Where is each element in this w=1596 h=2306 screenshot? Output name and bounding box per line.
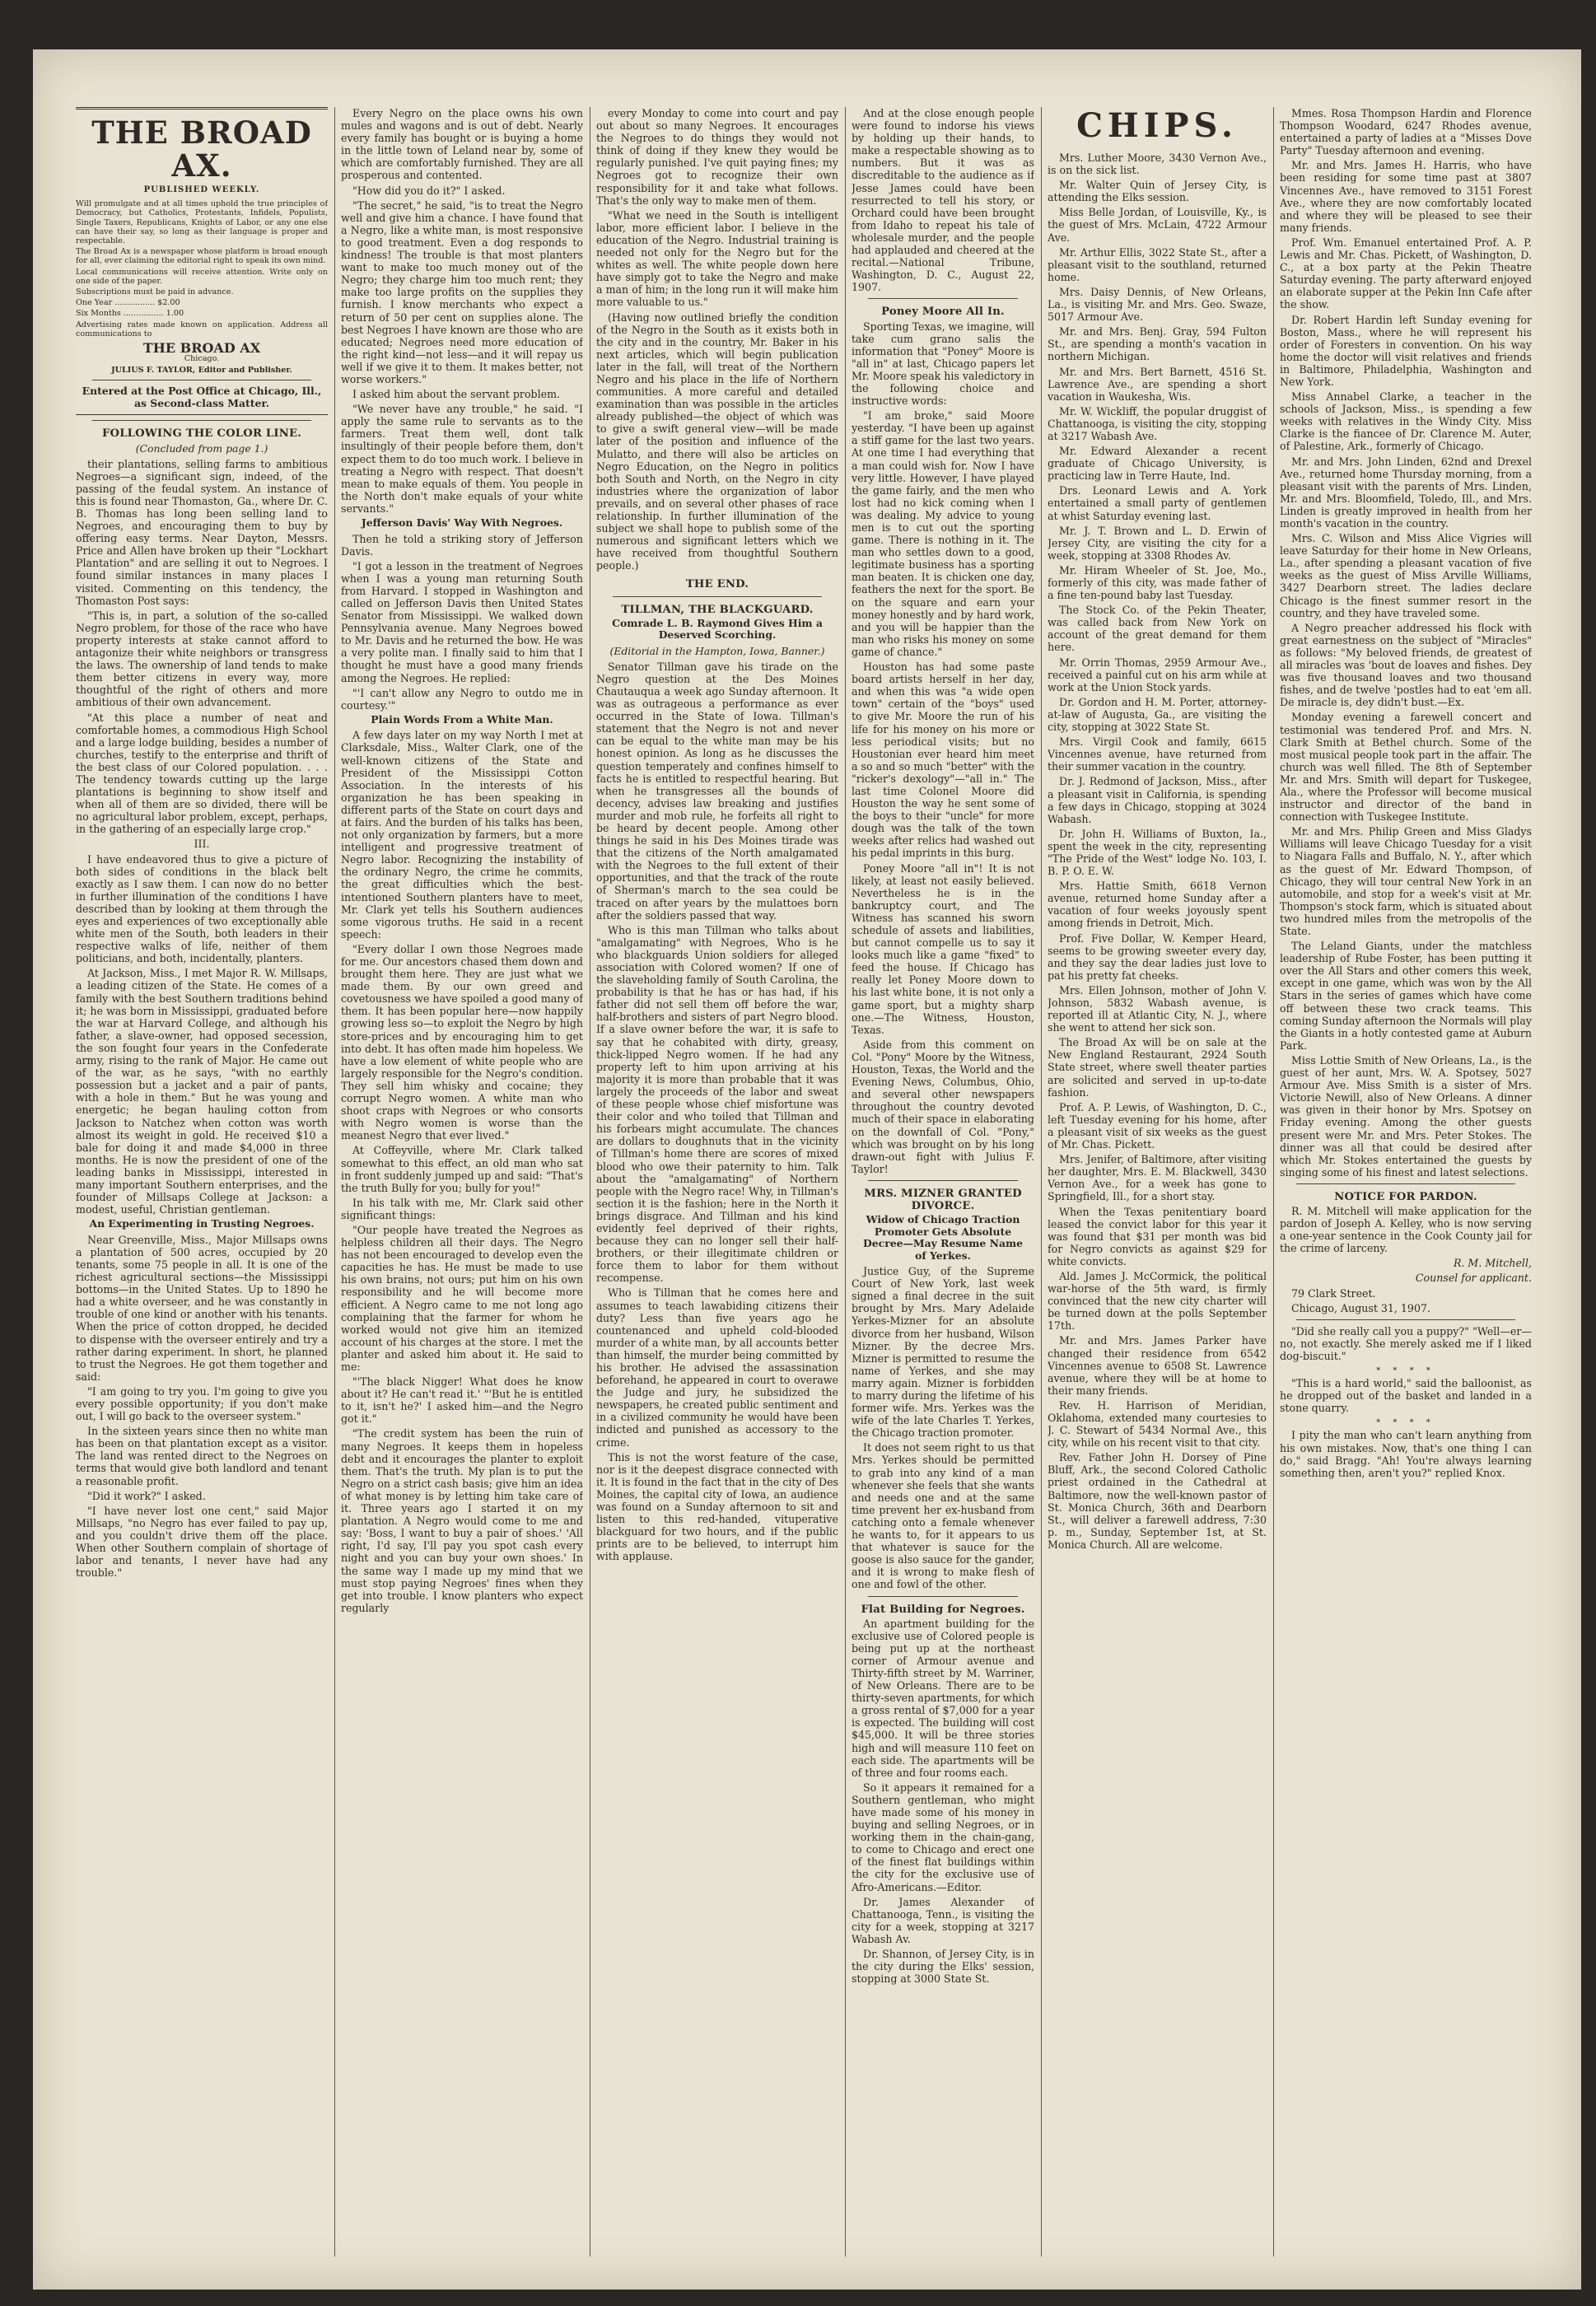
- headline-flat-building: Flat Building for Negroes.: [861, 1603, 1025, 1616]
- article-paragraph: "I have never lost one cent," said Major Millsaps, "no Negro has ever failed to pay up, and you couldn't drive them off the place. When other Southern complain of shortage of labor and tenants, I never have had any trouble.": [76, 1504, 328, 1580]
- news-item: Mr. Edward Alexander a recent graduate of Chicago University, is practicing law in Terre Haute, Ind.: [1048, 445, 1267, 483]
- article-paragraph: "Did it work?" I asked.: [87, 1489, 206, 1502]
- news-item: Rev. Father John H. Dorsey of Pine Bluff, Ark., the second Colored Catholic priest ordained in the Cathedral at Baltimore, now the well-known pastor of St. Monica Church, 36th and Dearborn St., will deliver a farewell address, 7:30 p. m., Sunday, September 1st, at St. Monica Church. All are welcome.: [1048, 1451, 1267, 1551]
- news-item: Prof. Five Dollar, W. Kemper Heard, seems to be growing sweeter every day, and they say the dear ladies just love to pat his pretty fat cheeks.: [1048, 931, 1267, 982]
- notice-date: Chicago, August 31, 1907.: [1291, 1301, 1430, 1314]
- joke-paragraph: "This is a hard world," said the balloonist, as he dropped out of the basket and landed in a stone quarry.: [1280, 1377, 1532, 1415]
- article-paragraph: I asked him about the servant problem.: [352, 388, 561, 401]
- column-rule: [1041, 107, 1042, 2257]
- entered-line: Entered at the Post Office at Chicago, Ill., as Second-class Matter.: [82, 385, 322, 409]
- news-item: Mr. Hiram Wheeler of St. Joe, Mo., formerly of this city, was made father of a fine ten-pound baby last Tuesday.: [1048, 563, 1267, 602]
- article-paragraph: "'The black Nigger! What does he know about it? He can't read it.' "'But he is entitled to it, isn't he?' I asked him—and the Negro got it.": [341, 1375, 583, 1426]
- article-paragraph: This is not the worst feature of the case, nor is it the deepest disgrace connected with it. It is found in the fact that in the city of Des Moines, the capital city of Iowa, an audience was found on a Sunday afternoon to sit and listen to this red-handed, vituperative blackguard for two hours, and if the public prints are to be believed, to interrupt him with applause.: [596, 1450, 838, 1563]
- news-item: Mr. and Mrs. John Linden, 62nd and Drexel Ave., returned home Thursday morning, from a pleasant visit with the parents of Mrs. Linden, Mr. and Mrs. Bloomfield, Toledo, Ill., and Mrs. Linden is greatly improved in health from her month's vacation in the country.: [1280, 455, 1532, 530]
- article-paragraph: At Coffeyville, where Mr. Clark talked somewhat to this effect, an old man who sat in front suddenly jumped up and said: "That's the truth Bully for you; bully for you!": [341, 1144, 583, 1194]
- news-item: When the Texas penitentiary board leased the convict labor for this year it was found that $31 per month was bid for Negro convicts as against $29 for white convicts.: [1048, 1205, 1267, 1267]
- column-1: [76, 107, 328, 2265]
- notice-address: 79 Clark Street.: [1291, 1286, 1376, 1300]
- article-paragraph: In his talk with me, Mr. Clark said other significant things:: [341, 1196, 583, 1221]
- article-paragraph: Who is this man Tillman who talks about "amalgamating" with Negroes, Who is he who blackguards Union soldiers for alleged association with Colored women? If one of the slaveholding family of South Carolina, the probability is that he has or has had, if his father did not sell them off before the war, half-brothers and sisters of part Negro blood. If a slave owner before the war, it is safe to say that he cohabited with dirty, greasy, thick-lipped Negro women. If he had any property left to him upon arriving at his majority it is more than probable that it was largely the proceeds of the labor and sweat of these people whose chief misfortune was their color and who toiled that Tillman and his forbears might accumulate. The chances are dollars to doughnuts that in the vicinity of Tillman's home there are scores of mixed blood who owe their paternity to him. Talk about the "amalgamating" of Northern people with the Negro race! Why, in Tillman's section it is the fashion; here in the North it brings disgrace. And Tillman and his kind evidently feel deprived of their rights, because they can no longer sell their half-brothers, or their illegitimate children or force them to labor for them without recompense.: [596, 923, 838, 1285]
- article-paragraph: "We never have any trouble," he said. "I apply the same rule to servants as to the farmers. Treat them well, dont talk insultingly of their people before them, don't expect them to do too much work. I believe in treating a Negro with respect. That doesn't mean to make equals of them. You people in the North don't make equals of your white servants.": [341, 403, 583, 515]
- news-item: Miss Annabel Clarke, a teacher in the schools of Jackson, Miss., is spending a few weeks with relatives in the Windy City. Miss Clarke is the fiancee of Dr. Clarence M. Auter, of Palestine, Ark., formerly of Chicago.: [1280, 390, 1532, 453]
- news-item: Mrs. Virgil Cook and family, 6615 Vincennes avenue, have returned from their summer vacation in the country.: [1048, 735, 1267, 773]
- column-5: [1048, 107, 1267, 2265]
- article-paragraph: An apartment building for the exclusive use of Colored people is being put up at the northeast corner of Armour avenue and Thirty-fifth street by M. Warriner, of New Orleans. There are to be thirty-seven apartments, for which a gross rental of $7,000 for a year is expected. The building will cost $45,000. It will be three stories high and will measure 110 feet on each side. The apartments will be of three and four rooms each.: [852, 1617, 1034, 1779]
- concluded-note: (Concluded from page 1.): [135, 441, 268, 455]
- article-paragraph: every Monday to come into court and pay out about so many Negroes. It encourages the Negroes to do things they would not think of doing if they knew they would be regularly punished. I've quit paying fines; my Negroes got to recognize their own responsibility for it and take what follows. That's the only way to make men of them.: [596, 107, 838, 207]
- the-end-marker: THE END.: [685, 578, 749, 591]
- article-paragraph: Near Greenville, Miss., Major Millsaps owns a plantation of 500 acres, occupied by 20 tenants, some 75 people in all. It is one of the richest agricultural sections—the Mississippi bottoms—in the United States. Up to 1890 he had a white overseer, and he was constantly in trouble of one kind or another with his tenants. When the price of cotton dropped, he decided to dispense with the overseer entirely and try a rather daring experiment. In short, he planned to trust the Negroes. He got them together and said:: [76, 1233, 328, 1383]
- news-item: Mrs. C. Wilson and Miss Alice Vigries will leave Saturday for their home in New Orleans, La., after spending a pleasant vacation of five weeks as the guest of Miss Arville Williams, 3427 Dearborn street. The ladies declare Chicago is the finest summer resort in the country, and they have traveled some.: [1280, 532, 1532, 619]
- headline-tillman: TILLMAN, THE BLACKGUARD.: [621, 603, 814, 616]
- article-paragraph: "I am broke," said Moore yesterday. "I have been up against a stiff game for the last two years. At one time I had everything that a man could wish for. Now I have very little. However, I have played the game fairly, and the men who lost had no kick coming when I was dealing. My advice to young men is to cut out the sporting game. There is nothing in it. The man who settles down to a good, legitimate business has a sporting man beaten. It is chicken one day, feathers the next for the sport. Be on the square and earn your money honestly and by hard work, and you will be happier than the man who risks his money on some game of chance.": [852, 409, 1034, 658]
- news-item: Mrs. Luther Moore, 3430 Vernon Ave., is on the sick list.: [1048, 152, 1267, 177]
- news-item: Mr. Arthur Ellis, 3022 State St., after a pleasant visit to the southland, returned home.: [1048, 245, 1267, 283]
- article-paragraph: Every Negro on the place owns his own mules and wagons and is out of debt. Nearly every family has bought or is buying a home in the little town of Leland near by, some of which are comfortably furnished. They are all prosperous and contented.: [341, 107, 583, 182]
- news-item: The Stock Co. of the Pekin Theater, was called back from New York on account of the great demand for them here.: [1048, 604, 1267, 654]
- article-paragraph: A few days later on my way North I met at Clarksdale, Miss., Walter Clark, one of the well-known citizens of the State and President of the Mississippi Cotton Association. In the interests of his organization he has been speaking in different parts of the State on court days and at fairs. And the burden of his talks has been, not only organization by farmers, but a more intelligent and progressive treatment of Negro labor. Recognizing the instability of the ordinary Negro, the crime he commits, the great difficulties which the best-intentioned Southern planters have to meet, Mr. Clark yet tells his Southern audiences some vigorous truths. He said in a recent speech:: [341, 729, 583, 941]
- news-item: Rev. H. Harrison of Meridian, Oklahoma, extended many courtesies to J. C. Stewart of 5434 Normal Ave., this city, while on his recent visit to that city.: [1048, 1398, 1267, 1449]
- masthead-title: THE BROAD AX.: [91, 114, 312, 184]
- subhead-raymond: Comrade L. B. Raymond Gives Him a Deserved Scorching.: [612, 616, 823, 642]
- article-paragraph: "Our people have treated the Negroes as helpless children all their days. The Negro has not been encouraged to develop even the capacities he has. He must be made to use his own brains, not ours; put him on his own responsibility and he will become more efficient. A Negro came to me not long ago complaining that the farmer for whom he worked would not give him an itemized account of his charges at the store. I met the planter and asked him about it. He said to me:: [341, 1223, 583, 1373]
- stars-divider: * * * *: [1376, 1418, 1435, 1428]
- subhead-mizner: Widow of Chicago Traction Promoter Gets Absolute Decree—May Resume Name of Yerkes.: [863, 1213, 1023, 1262]
- article-paragraph: (Having now outlined briefly the condition of the Negro in the South as it exists both in the city and in the country, Mr. Baker in his next articles, which will begin publication later in the fall, will treat of the Northern Negro and his place in the life of Northern communities. A more careful and detailed examination than was possible in the articles already published—the object of which was to give a swift general view—will be made later of the position and influence of the Mulatto, and there will also be articles on Negro Education, on the Negro in politics both South and North, on the Negro in city industries where the organization of labor prevails, and on several other phases of race relationship. In further illumination of the subject we shall hope to publish some of the numerous and significant letters which we have received from thoughtful Southern people.): [596, 310, 838, 572]
- news-item: Mr. and Mrs. James Parker have changed their residence from 6542 Vincennes avenue to 6508 St. Lawrence avenue, where they will be at home to their many friends.: [1048, 1334, 1267, 1397]
- article-paragraph: Who is Tillman that he comes here and assumes to teach lawabiding citizens their duty? Less than five years ago he countenanced and upheld cold-blooded murder of a white man, by all accounts better than himself, the murder being committed by his brother. He advised the assassination beforehand, he appeared in court to overawe the Judge and jury, he subsidized the newspapers, he created public sentiment and in a civilized community he would have been indicted and punished as accessory to the crime.: [596, 1286, 838, 1449]
- notice-signature-title: Counsel for applicant.: [1415, 1272, 1532, 1285]
- local-text: Local communications will receive attention. Write only on one side of the paper.: [76, 267, 328, 286]
- mission-text: The Broad Ax is a newspaper whose platform is broad enough for all, ever claiming the editorial right to speak its own mind.: [76, 247, 328, 266]
- article-paragraph: Dr. Shannon, of Jersey City, is in the city during the Elks' session, stopping at 3000 State St.: [852, 1948, 1034, 1986]
- article-paragraph: I have endeavored thus to give a picture of both sides of conditions in the black belt exactly as I saw them. I can now do no better in further illumination of the conditions I have described than by looking at them through the eyes and experiences of two exceptionally able white men of the South, both leaders in their respective walks of life, neither of them politicians, and both, incidentally, planters.: [76, 852, 328, 965]
- joke-paragraph: I pity the man who can't learn anything from his own mistakes. Now, that's one thing I can do," said Bragg. "Ah! You're always learning something then, aren't you?" replied Knox.: [1280, 1429, 1532, 1479]
- news-item: A Negro preacher addressed his flock with great earnestness on the subject of "Miracles" as follows: "My beloved friends, de greatest of all miracles was 'bout de loaves and fishes. Dey was five thousand loaves and two thousand fishes, and de twelve 'postles had to eat 'em all. De miracle is, dey didn't bust.—Ex.: [1280, 621, 1532, 709]
- news-item: Mrs. Ellen Johnson, mother of John V. Johnson, 5832 Wabash avenue, is reported ill at Atlantic City, N. J., where she went to attend her sick son.: [1048, 983, 1267, 1034]
- news-item: Mr. Walter Quin of Jersey City, is attending the Elks session.: [1048, 179, 1267, 204]
- news-item: Mrs. Jenifer, of Baltimore, after visiting her daughter, Mrs. E. M. Blackwell, 3430 Vernon Ave., for a week has gone to Springfield, Ill., for a short stay.: [1048, 1153, 1267, 1203]
- policy-text: Will promulgate and at all times uphold the true principles of Democracy, but Catholics, Protestants, Infidels, Populists, Single Taxers, Republicans, Knights of Labor, or any one else can have their say, so long as their language is proper and respectable.: [76, 199, 328, 245]
- article-paragraph: "The secret," he said, "is to treat the Negro well and give him a chance. I have found that a Negro, like a white man, is most responsive to good treatment. Even a dog responds to kindness! The trouble is that most planters want to make too much money out of the Negro; they charge him too much rent; they make too large profits on the supplies they furnish. I know merchants who expect a return of 50 per cent on supplies alone. The best Negroes I have known are those who are educated; Negroes need more education of the right kind—not less—and it will repay us well if we give it to them. It makes better, not worse workers.": [341, 198, 583, 385]
- article-paragraph: their plantations, selling farms to ambitious Negroes—a significant sign, indeed, of the passing of the feudal system. An instance of this is found near Thomaston, Ga., where Dr. C. B. Thomas has long been selling land to Negroes, and encouraging them to buy by offering easy terms. Near Dayton, Messrs. Price and Allen have broken up their "Lockhart Plantation" and are selling it out to Negroes. I found similar instances in many places I visited. Commenting on this tendency, the Thomaston Post says:: [76, 457, 328, 607]
- ads-text: Advertising rates made known on application. Address all communications to: [76, 320, 328, 338]
- headline-poney-moore: Poney Moore All In.: [881, 306, 1005, 319]
- article-paragraph: Sporting Texas, we imagine, will take cum grano salis the information that "Poney" Moore is "all in" at last, Chicago papers let Mr. Moore speak his valedictory in the following choice and instructive words:: [852, 320, 1034, 408]
- section-number: III.: [194, 838, 210, 851]
- joke-paragraph: "Did she really call you a puppy?" "Well—er—no, not exactly. She merely asked me if I liked dog-biscuit.": [1280, 1324, 1532, 1362]
- news-item: Mr. and Mrs. James H. Harris, who have been residing for some time past at 3807 Vincennes Ave., have removed to 3151 Forest Ave., where they are now comfortably located and where they will be pleased to see their many friends.: [1280, 159, 1532, 234]
- rate-year: One Year ................ $2.00: [76, 298, 180, 308]
- social-list: [1280, 107, 1532, 1179]
- column-rule: [1273, 107, 1274, 2257]
- column-6: [1280, 107, 1532, 2265]
- column-4: [852, 107, 1034, 2265]
- article-paragraph: "Every dollar I own those Negroes made for me. Our ancestors chased them down and brought them here. They are just what we made them. By our own greed and covetousness we have spoiled a good many of them. It has been popular here—now happily growing less so—to exploit the Negro by high store-prices and by encouraging him to get into debt. It has often made him hopeless. We have a low element of white people who are largely responsible for the Negro's condition. They sell him whisky and cocaine; they corrupt Negro women. A white man who shoot craps with Negroes or who consorts with Negro women is worse than the meanest Negro that ever lived.": [341, 942, 583, 1142]
- article-paragraph: Houston has had some paste board artists herself in her day, and when this was "a wide open town" certain of the "boys" used to give Mr. Moore the run of his life for his money on his more or less periodical visits; but no Houstonian ever heard him meet a so and so much "better" with the "ricker's dexology"—"all in." The last time Colonel Moore did Houston the way he sent some of the boys to their "uncle" for more dough was the talk of the town weeks after relics had washed out his pedal imprints in this burg.: [852, 661, 1034, 860]
- news-item: Mrs. Daisy Dennis, of New Orleans, La., is visiting Mr. and Mrs. Geo. Swaze, 5017 Armour Ave.: [1048, 285, 1267, 324]
- article-paragraph: Poney Moore "all in"! It is not likely, at least not easily believed. Nevertheless he is in the bankruptcy court, and The Witness has scanned his sworn schedule of assets and liabilities, but cannot compelle us to say it looks much like a game "fixed" to feed the house. If Chicago has really let Poney Moore down to his last white bone, it is not only a game sport, but a mighty sharp one.—The Witness, Houston, Texas.: [852, 861, 1034, 1036]
- news-item: Prof. A. P. Lewis, of Washington, D. C., left Tuesday evening for his home, after a pleasant visit of six weeks as the guest of Mr. Chas. Pickett.: [1048, 1100, 1267, 1151]
- article-paragraph: "At this place a number of neat and comfortable homes, a commodious High School and a large lodge building, besides a number of churches, testify to the enterprise and thrift of the best class of our Colored population. . . . The tendency towards cutting up the large plantations is beginning to show itself and when all of them are so divided, there will be no agricultural labor problem, except, perhaps, in the gathering of an especially large crop.": [76, 711, 328, 836]
- editorial-source: (Editorial in the Hampton, Iowa, Banner.): [609, 644, 825, 657]
- masthead-box: [76, 107, 328, 415]
- article-paragraph: It does not seem right to us that Mrs. Yerkes should be permitted to grab into any kind of a man whenever she feels that she wants and needs one and at the same time prevent her ex-husband from catching onto a female whenever he wants to, for it appears to us that whatever is sauce for the goose is also sauce for the gander, and it is wrong to make flesh of one and fowl of the other.: [852, 1441, 1034, 1591]
- masthead-published: PUBLISHED WEEKLY.: [143, 185, 260, 194]
- news-item: Prof. Wm. Emanuel entertained Prof. A. P. Lewis and Mr. Chas. Pickett, of Washington, D. C., at a box party at the Pekin Theatre Saturday evening. The party afterward enjoyed an elaborate supper at the Pekin Inn Cafe after the show.: [1280, 236, 1532, 311]
- news-item: Ald. James J. McCormick, the political war-horse of the 5th ward, is firmly convinced that the new city charter will be turned down at the polls September 17th.: [1048, 1269, 1267, 1333]
- article-paragraph: "What we need in the South is intelligent labor, more efficient labor. I believe in the education of the Negro. Industrial training is needed not only for the Negro but for the whites as well. The white people down here have simply got to take the Negro and make a man of him; in the long run it will make him more valuable to us.": [596, 208, 838, 309]
- headline-mizner: MRS. MIZNER GRANTED DIVORCE.: [864, 1187, 1022, 1212]
- article-paragraph: "This is, in part, a solution of the so-called Negro problem, for those of the race who have property interests at stake cannot afford to antagonize their white neighbors or transgress the laws. The ownership of land tends to make them better citizens in every way, more thoughtful of the right of others and more ambitious of their own advancement.: [76, 609, 328, 709]
- news-item: The Leland Giants, under the matchless leadership of Rube Foster, has been putting it over the All Stars and other comers this week, except in one game, which was won by the All Stars in the series of games which have come off between these two crack teams. This coming Sunday afternoon the Normals will play the Giants in a hotly contested game at Auburn Park.: [1280, 940, 1532, 1052]
- news-item: Dr. Robert Hardin left Sunday evening for Boston, Mass., where he will represent his order of Foresters in convention. On his way home the doctor will visit relatives and friends in Baltimore, Philadelphia, Washington and New York.: [1280, 313, 1532, 388]
- article-paragraph: "I got a lesson in the treatment of Negroes when I was a young man returning South from Harvard. I stopped in Washington and called on Jefferson Davis then United States Senator from Mississippi. We walked down Pennsylvania avenue. Many Negroes bowed to Mr. Davis and he returned the bow. He was a very polite man. I finally said to him that I thought he must have a good many friends among the Negroes. He replied:: [341, 559, 583, 684]
- masthead-fine-print: [76, 199, 328, 338]
- news-item: Dr. J. Redmond of Jackson, Miss., after a pleasant visit in California, is spending a few days in Chicago, stopping at 3024 Wabash.: [1048, 775, 1267, 825]
- news-item: Miss Belle Jordan, of Louisville, Ky., is the guest of Mrs. McLain, 4722 Armour Ave.: [1048, 206, 1267, 244]
- news-item: Dr. John H. Williams of Buxton, Ia., spent the week in the city, representing "The Pride of the West" lodge No. 103, I. B. P. O. E. W.: [1048, 827, 1267, 878]
- column-rule: [845, 107, 846, 2257]
- article-paragraph: And at the close enough people were found to indorse his views by holding up their hands, to make a respectable showing as to numbers. But it was as discreditable to the audience as if Jesse James could have been resurrected to tell his story, or Orchard could have been brought from Idaho to repeat his tale of wholesale murder, and the people had applauded and cheered at the recital.—National Tribune, Washington, D. C., August 22, 1907.: [852, 107, 1034, 294]
- news-item: The Broad Ax will be on sale at the New England Restaurant, 2924 South State street, where swell theater parties are solicited and served in up-to-date fashion.: [1048, 1036, 1267, 1099]
- article-paragraph: So it appears it remained for a Southern gentleman, who might have made some of his money in buying and selling Negroes, or in working them in the chain-gang, to come to Chicago and erect one of the finest flat buildings within the city for the exclusive use of Afro-Americans.—Editor.: [852, 1781, 1034, 1893]
- article-paragraph: Aside from this comment on Col. "Pony" Moore by the Witness, Houston, Texas, the World and the Evening News, Columbus, Ohio, and several other newspapers throughout the country devoted much of their space in elaborating on the downfall of Col. "Pony," which was brought on by his long drawn-out fight with Julius F. Taylor!: [852, 1038, 1034, 1175]
- subhead-plain-words: Plain Words From a White Man.: [371, 712, 553, 726]
- subs-text: Subscriptions must be paid in advance.: [76, 287, 234, 296]
- article-paragraph: Then he told a striking story of Jefferson Davis.: [341, 532, 583, 558]
- brand-address: Chicago.: [184, 354, 220, 364]
- news-item: Mmes. Rosa Thompson Hardin and Florence Thompson Woodard, 6247 Rhodes avenue, entertained a party of ladies at a "Misses Dove Party" Tuesday afternoon and evening.: [1280, 107, 1532, 157]
- news-item: Monday evening a farewell concert and testimonial was tendered Prof. and Mrs. N. Clark Smith at Bethel church. Some of the most musical people took part in the affair. The church was well filled. The 8th of September Mr. and Mrs. Smith will depart for Tuskegee, Ala., where the Professor will become musical instructor and director of the band in connection with Tuskegee Institute.: [1280, 711, 1532, 824]
- column-2: [341, 107, 583, 2265]
- stars-divider: * * * *: [1376, 1366, 1435, 1375]
- chips-heading: CHIPS.: [1076, 107, 1238, 145]
- news-item: Mr. and Mrs. Benj. Gray, 594 Fulton St., are spending a month's vacation in northern Michigan.: [1048, 325, 1267, 363]
- news-item: Mr. and Mrs. Philip Green and Miss Gladys Williams will leave Chicago Tuesday for a visit to Niagara Falls and Buffalo, N. Y., after which as the guest of Mr. Edward Thompson, of Chicago, they will tour central New York in an automobile, and stop for a week's visit at Mr. Thompson's stock farm, which is situated about two hundred miles from the metropolis of the State.: [1280, 825, 1532, 937]
- article-paragraph: "How did you do it?" I asked.: [352, 184, 506, 197]
- editor-line: JULIUS F. TAYLOR, Editor and Publisher.: [111, 366, 292, 376]
- notice-text: R. M. Mitchell will make application for the pardon of Joseph A. Kelley, who is now serving a one-year sentence in the Cook County jail for the crime of larceny.: [1280, 1204, 1532, 1255]
- news-item: Mr. and Mrs. Bert Barnett, 4516 St. Lawrence Ave., are spending a short vacation in Waukesha, Wis.: [1048, 365, 1267, 403]
- article-paragraph: Justice Guy, of the Supreme Court of New York, last week signed a final decree in the suit brought by Mrs. Mary Adelaide Yerkes-Mizner for an absolute divorce from her husband, Wilson Mizner. By the decree Mrs. Mizner is permitted to resume the name of Yerkes, and she may marry again. Mizner is forbidden to marry during the lifetime of his former wife. Mrs. Yerkes was the wife of the late Charles T. Yerkes, the Chicago traction promoter.: [852, 1265, 1034, 1440]
- news-item: Mr. J. T. Brown and L. D. Erwin of Jersey City, are visiting the city for a week, stopping at 3308 Rhodes Av.: [1048, 524, 1267, 562]
- brand-name: THE BROAD AX: [142, 339, 261, 356]
- headline-color-line: FOLLOWING THE COLOR LINE.: [101, 427, 302, 441]
- chips-list: [1048, 152, 1267, 1551]
- news-item: Mr. W. Wickliff, the popular druggist of Chattanooga, is visiting the city, stopping at 3217 Wabash Ave.: [1048, 404, 1267, 442]
- article-paragraph: "'I can't allow any Negro to outdo me in courtesy.'": [341, 686, 583, 712]
- article-paragraph: Dr. James Alexander of Chattanooga, Tenn., is visiting the city for a week, stopping at 3217 Wabash Av.: [852, 1895, 1034, 1945]
- subhead-trusting-negroes: An Experimenting in Trusting Negroes.: [89, 1217, 315, 1230]
- article-paragraph: Senator Tillman gave his tirade on the Negro question at the Des Moines Chautauqua a week ago Sunday afternoon. It was as outrageous a performance as ever occurred in the State of Iowa. Tillman's statement that the Negro is not and never can be equal to the white man may be his honest opinion. As long as he discusses the question temperately and confines himself to facts he is entitled to respectful hearing. But when he transgresses all the bounds of decency, advises law breaking and justifies murder and mob rule, he forfeits all right to be heard by decent people. Among other things he said in his Des Moines tirade was that the citizens of the North amalgamated with the Negroes to the full extent of their opportunities, and that the track of the route of Sherman's march to the sea could be traced on after years by the mulattoes born after the soldiers passed that way.: [596, 660, 838, 922]
- news-item: Dr. Gordon and H. M. Porter, attorney-at-law of Augusta, Ga., are visiting the city, stopping at 3022 State St.: [1048, 695, 1267, 734]
- column-rule: [334, 107, 335, 2257]
- article-paragraph: At Jackson, Miss., I met Major R. W. Millsaps, a leading citizen of the State. He comes of a family with the best Southern traditions behind it; he was born in Mississippi, graduated before the war at Harvard College, and although his father, a slave-owner, had opposed secession, the son fought four years in the Confederate army, rising to the rank of Major. He came out of the war, as he says, "with no earthly possession but a jacket and a pair of pants, with a hole in them." But he was young and energetic; he began hauling cotton from Jackson to Natchez when cotton was worth almost its weight in gold. He received $10 a bale for doing it and made $4,000 in three months. He is now the president of one of the leading banks in Mississippi, interested in many important Southern enterprises, and the founder of Millsaps College at Jackson: a modest, useful, Christian gentleman.: [76, 967, 328, 1216]
- article-paragraph: In the sixteen years since then no white man has been on that plantation except as a visitor. The land was rented direct to the Negroes on terms that would give both landlord and tenant a reasonable profit.: [76, 1425, 328, 1487]
- rate-months: Six Months ................ 1.00: [76, 309, 184, 319]
- column-3: [596, 107, 838, 2265]
- newspaper-page: [33, 49, 1581, 2290]
- article-paragraph: "I am going to try you. I'm going to give you every possible opportunity; if you don't make out, I will go back to the overseer system.": [76, 1384, 328, 1423]
- article-paragraph: "The credit system has been the ruin of many Negroes. It keeps them in hopeless debt and it encourages the planter to exploit them. That's the truth. My plan is to put the Negro on a strict cash basis; give him an idea of what money is by letting him take care of it. Three years ago I started it on my plantation. A Negro would come to me and say: 'Boss, I want to buy a pair of shoes.' 'All right, I'd say, I'll pay you spot cash every night and you can buy your own shoes.' In the same way I made up my mind that we must stop paying Negroes' fines when they get into trouble. I know planters who expect regularly: [341, 1427, 583, 1614]
- news-item: Miss Lottie Smith of New Orleans, La., is the guest of her aunt, Mrs. W. A. Spotsey, 5027 Armour Ave. Miss Smith is a sister of Mrs. Victorie Newill, also of New Orleans. A dinner was given in their honor by Mrs. Spotsey on Friday evening. Among the other guests present were Mr. and Mrs. Peter Stokes. The dinner was all that could be desired after which Mr. Stokes entertained the guests by singing some of his finest and latest selections.: [1280, 1053, 1532, 1179]
- subhead-jefferson-davis: Jefferson Davis' Way With Negroes.: [361, 516, 563, 529]
- headline-notice: NOTICE FOR PARDON.: [1334, 1190, 1477, 1203]
- notice-signature: R. M. Mitchell,: [1453, 1257, 1532, 1270]
- news-item: Drs. Leonard Lewis and A. York entertained a small party of gentlemen at whist Saturday evening last.: [1048, 484, 1267, 522]
- news-item: Mr. Orrin Thomas, 2959 Armour Ave., received a painful cut on his arm while at work at the Union Stock yards.: [1048, 656, 1267, 693]
- news-item: Mrs. Hattie Smith, 6618 Vernon avenue, returned home Sunday after a vacation of four weeks joyously spent among friends in Detroit, Mich.: [1048, 880, 1267, 930]
